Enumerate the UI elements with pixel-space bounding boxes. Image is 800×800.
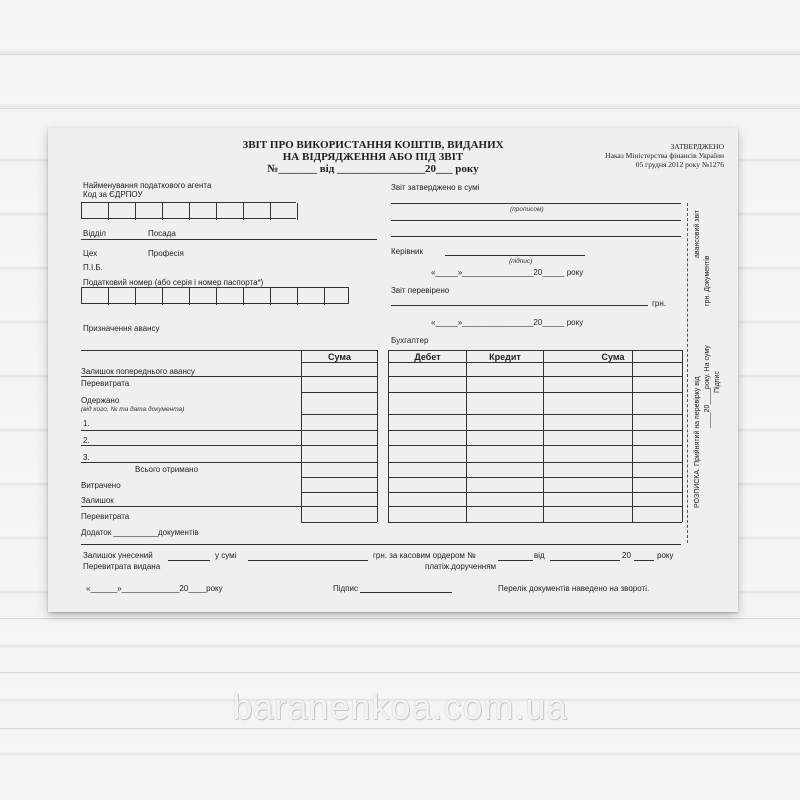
sum-header-right: Сума [601,352,625,362]
purpose-line[interactable] [81,350,377,351]
title-line-3: №_______ від ________________20___ року [267,163,479,175]
workshop-label: Цех [83,249,98,258]
documents-list-note: Перелік документів наведено на звороті. [498,584,650,593]
sum-header-left: Сума [328,352,351,362]
approval-line-1: ЗАТВЕРДЖЕНО [670,142,724,151]
spent-label: Витрачено [81,481,121,490]
balance-label: Залишок [81,496,114,505]
cash-order-label: грн. за касовим ордером № [373,551,476,560]
received-label: Одержано [81,396,120,405]
bottom-signature-label: Підпис [333,584,358,593]
received-note: (від кого, № та дата документа) [81,406,185,413]
approval-line-3: 05 грудня 2012 року №1276 [635,160,724,169]
receipt-separator [687,203,688,543]
signature-caption: (підпис) [509,258,533,265]
profession-label: Професія [148,249,184,258]
year20-label: 20 [622,551,631,560]
attachment-label: Додаток __________документів [81,528,199,537]
received-row-1: 1. [83,419,90,428]
approval-line-2: Наказ Міністерства фінансів України [605,151,724,160]
receipt-line-2: ____20____року. На суму [704,345,711,428]
purpose-label: Призначення авансу [83,324,160,333]
watermark: baranenkoa.com.ua [232,686,568,727]
bottom-signature-line[interactable] [360,592,452,593]
department-label: Відділ [83,229,106,238]
checked-date: «_____»________________20_____ року [431,318,584,327]
pib-label: П.І.Б. [83,263,103,272]
balance-deposited-label: Залишок унесений [83,551,153,560]
prev-balance-label: Залишок попереднього авансу [81,367,195,376]
uah-label: грн. [652,299,667,308]
overspend2-label: Перевитрата [81,512,130,521]
approved-sum-line[interactable] [391,203,681,204]
in-words-caption: (прописом) [510,206,544,213]
year-label: року [657,551,674,560]
form-title [238,139,508,175]
checked-label: Звіт перевірено [391,286,450,295]
payment-order-label: платіж.дорученням [425,562,497,571]
overspend-issued-label: Перевитрата видана [83,562,161,571]
title-line-2: НА ВІДРЯДЖЕННЯ АБО ПІД ЗВІТ [282,151,464,163]
report-form [48,128,738,612]
receipt-line-3: Підпис [714,371,721,393]
receipt-col-2: грн. Документів [704,255,711,306]
receipt-col-1: авансовий звіт [694,210,701,258]
head-date: «_____»________________20_____ року [431,268,584,277]
receipt-line-1: РОЗПИСКА. Прийнятий на перевірку від [694,376,701,508]
received-row-2: 2. [83,436,90,445]
position-label: Посада [148,229,176,238]
bottom-date: «______»_____________20____року [86,584,223,593]
debit-header: Дебет [414,352,441,362]
approved-sum-label: Звіт затверджено в сумі [391,183,480,192]
checked-line[interactable] [391,305,648,306]
edrpou-label: Код за ЄДРПОУ [83,190,143,199]
received-row-3: 3. [83,453,90,462]
department-line[interactable] [81,239,377,240]
overspend-label: Перевитрата [81,379,130,388]
approval-block [605,142,724,169]
head-label: Керівник [391,247,423,256]
from-label: від [534,551,545,560]
head-signature-line[interactable] [445,255,585,256]
tax-number-label: Податковий номер (або серія і номер паспорта*) [83,278,264,287]
title-line-1: ЗВІТ ПРО ВИКОРИСТАННЯ КОШТІВ, ВИДАНИХ [242,139,504,151]
agent-name-label: Найменування податкового агента [83,181,212,190]
credit-header: Кредит [489,352,521,362]
sum-column-right-border [377,350,378,522]
edrpou-cells[interactable] [81,202,296,219]
total-received-label: Всього отримано [135,465,199,474]
tax-number-cells[interactable] [81,287,349,304]
in-sum-label: у сумі [215,551,237,560]
accountant-label: Бухгалтер [391,336,429,345]
